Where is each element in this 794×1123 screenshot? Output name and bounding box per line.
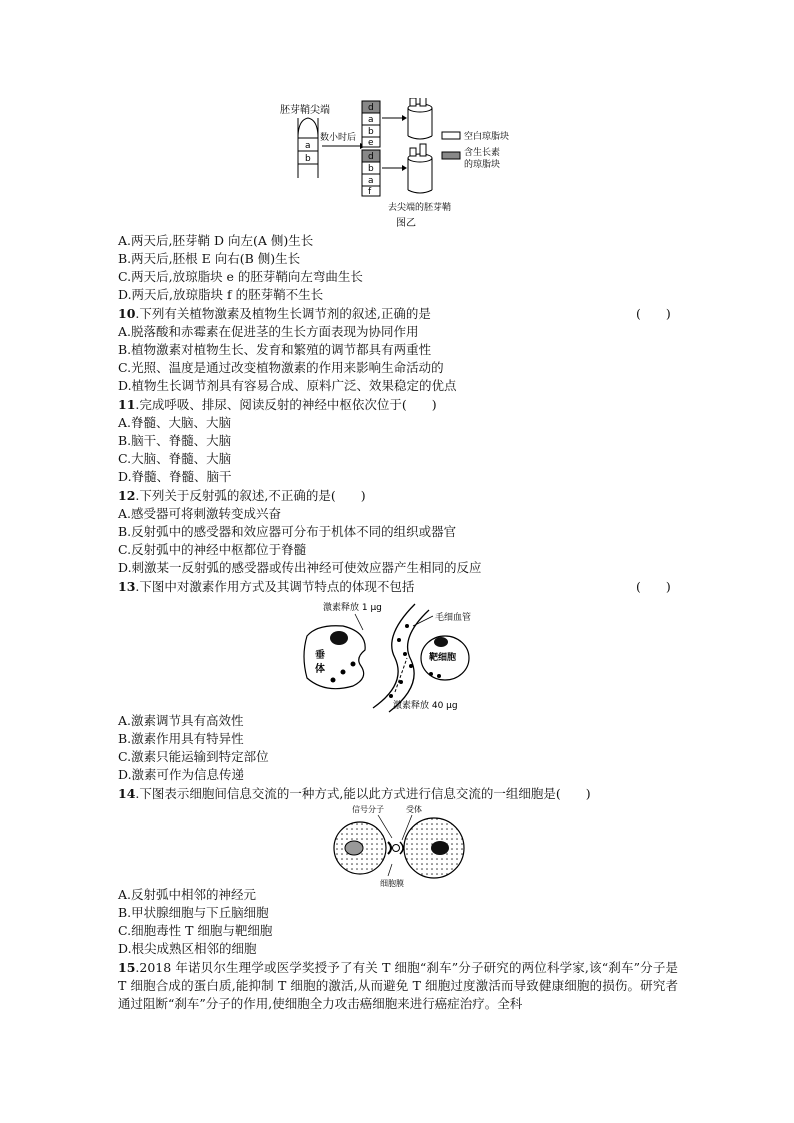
q14-option-b: B.甲状腺细胞与下丘脑细胞 (118, 905, 269, 920)
legend-blank-swatch (442, 132, 460, 139)
block-b-bottom-label: b (368, 164, 374, 174)
q9-option-a: A.两天后,胚芽鞘 D 向左(A 侧)生长 (118, 233, 314, 248)
q14-option-a: A.反射弧中相邻的神经元 (118, 887, 257, 902)
release-top-label: 激素释放 1 μg (323, 603, 382, 613)
q13-option-b: B.激素作用具有特异性 (118, 731, 244, 746)
block-d-top-label: d (368, 103, 374, 113)
block-a-bottom-label: a (368, 176, 374, 186)
pituitary-label-2: 体 (315, 664, 325, 675)
q10-stem-text: .下列有关植物激素及植物生长调节剂的叙述,正确的是 (135, 306, 431, 321)
q10-answer-paren: ( ) (636, 306, 671, 321)
figure-hormone (295, 596, 495, 714)
q13-stem-text: .下图中对激素作用方式及其调节特点的体现不包括 (135, 579, 415, 594)
q15-text: .2018 年诺贝尔生理学或医学奖授予了有关 T 细胞“刹车”分子研究的两位科学家,该“刹车”分子是 T 细胞合成的蛋白质,能抑制 T 细胞的激活,从而避免 T 细胞过度激活而导致健康细胞的损伤。研究者通过阻断“刹车”分子的作用,使细胞全力攻击癌细胞来进行癌症治疗。全科 (118, 960, 678, 1011)
signal-label: 信号分子 (352, 805, 384, 814)
block-a-label: a (305, 141, 311, 151)
tip-label: 胚芽鞘尖端 (280, 105, 330, 116)
q15-number: 15 (118, 960, 136, 975)
block-a-top-label: a (368, 115, 374, 125)
capillary-label: 毛细血管 (435, 613, 472, 623)
q9-option-d: D.两天后,放琼脂块 f 的胚芽鞘不生长 (118, 287, 324, 302)
release-bottom-label: 激素释放 40 μg (393, 701, 458, 711)
q12-option-d: D.刺激某一反射弧的感受器或传出神经可使效应器产生相同的反应 (118, 560, 482, 575)
q10-number: 10 (118, 306, 136, 321)
legend-blank: 空白琼脂块 (464, 132, 510, 142)
q13-answer-paren: ( ) (636, 579, 671, 594)
legend-auxin-swatch (442, 152, 460, 159)
q10-option-a: A.脱落酸和赤霉素在促进茎的生长方面表现为协同作用 (118, 324, 419, 339)
q11-option-b: B.脑干、脊髓、大脑 (118, 433, 232, 448)
q10-option-c: C.光照、温度是通过改变植物激素的作用来影响生命活动的 (118, 360, 444, 375)
legend-auxin-2: 的琼脂块 (464, 160, 501, 170)
q11-option-d: D.脊髓、脊髓、脑干 (118, 469, 232, 484)
q9-option-b: B.两天后,胚根 E 向右(B 侧)生长 (118, 251, 301, 266)
q14-stem-text: .下图表示细胞间信息交流的一种方式,能以此方式进行信息交流的一组细胞是( ) (135, 786, 591, 801)
q11-stem (118, 396, 437, 413)
q11-stem-text: .完成呼吸、排尿、阅读反射的神经中枢依次位于( ) (135, 397, 437, 412)
q15-paragraph (118, 959, 678, 1013)
q12-option-a: A.感受器可将刺激转变成兴奋 (118, 506, 282, 521)
q14-stem (118, 785, 591, 802)
q13-number: 13 (118, 579, 136, 594)
legend-auxin-1: 含生长素 (464, 148, 501, 158)
q14-option-d: D.根尖成熟区相邻的细胞 (118, 941, 257, 956)
decap-label: 去尖端的胚芽鞘 (388, 203, 452, 213)
arrow-label: 数小时后 (320, 133, 357, 143)
membrane-label: 细胞膜 (380, 879, 404, 888)
q12-option-b: B.反射弧中的感受器和效应器可分布于机体不同的组织或器官 (118, 524, 457, 539)
q11-number: 11 (118, 397, 136, 412)
figure-caption: 图乙 (396, 218, 416, 229)
block-f-label: f (368, 187, 372, 197)
q13-option-c: C.激素只能运输到特定部位 (118, 749, 269, 764)
figure-yi (270, 98, 540, 233)
q10-option-d: D.植物生长调节剂具有容易合成、原料广泛、效果稳定的优点 (118, 378, 457, 393)
q14-option-c: C.细胞毒性 T 细胞与靶细胞 (118, 923, 273, 938)
q14-number: 14 (118, 786, 136, 801)
q12-number: 12 (118, 488, 136, 503)
q13-stem (118, 578, 414, 595)
q10-stem (118, 305, 431, 322)
q12-option-c: C.反射弧中的神经中枢都位于脊髓 (118, 542, 307, 557)
block-d-bottom-label: d (368, 152, 374, 162)
q9-option-c: C.两天后,放琼脂块 e 的胚芽鞘向左弯曲生长 (118, 269, 363, 284)
q12-stem (118, 487, 366, 504)
q12-stem-text: .下列关于反射弧的叙述,不正确的是( ) (135, 488, 366, 503)
q11-option-a: A.脊髓、大脑、大脑 (118, 415, 232, 430)
q10-option-b: B.植物激素对植物生长、发育和繁殖的调节都具有两重性 (118, 342, 432, 357)
block-b-label: b (305, 154, 311, 164)
q13-option-d: D.激素可作为信息传递 (118, 767, 245, 782)
pituitary-label-1: 垂 (315, 650, 325, 661)
target-cell-label: 靶细胞 (429, 653, 457, 663)
block-b-top-label: b (368, 127, 374, 137)
q13-option-a: A.激素调节具有高效性 (118, 713, 244, 728)
receptor-label: 受体 (406, 805, 422, 814)
block-e-label: e (368, 138, 374, 148)
figure-cell-signal (330, 802, 475, 888)
q11-option-c: C.大脑、脊髓、大脑 (118, 451, 232, 466)
